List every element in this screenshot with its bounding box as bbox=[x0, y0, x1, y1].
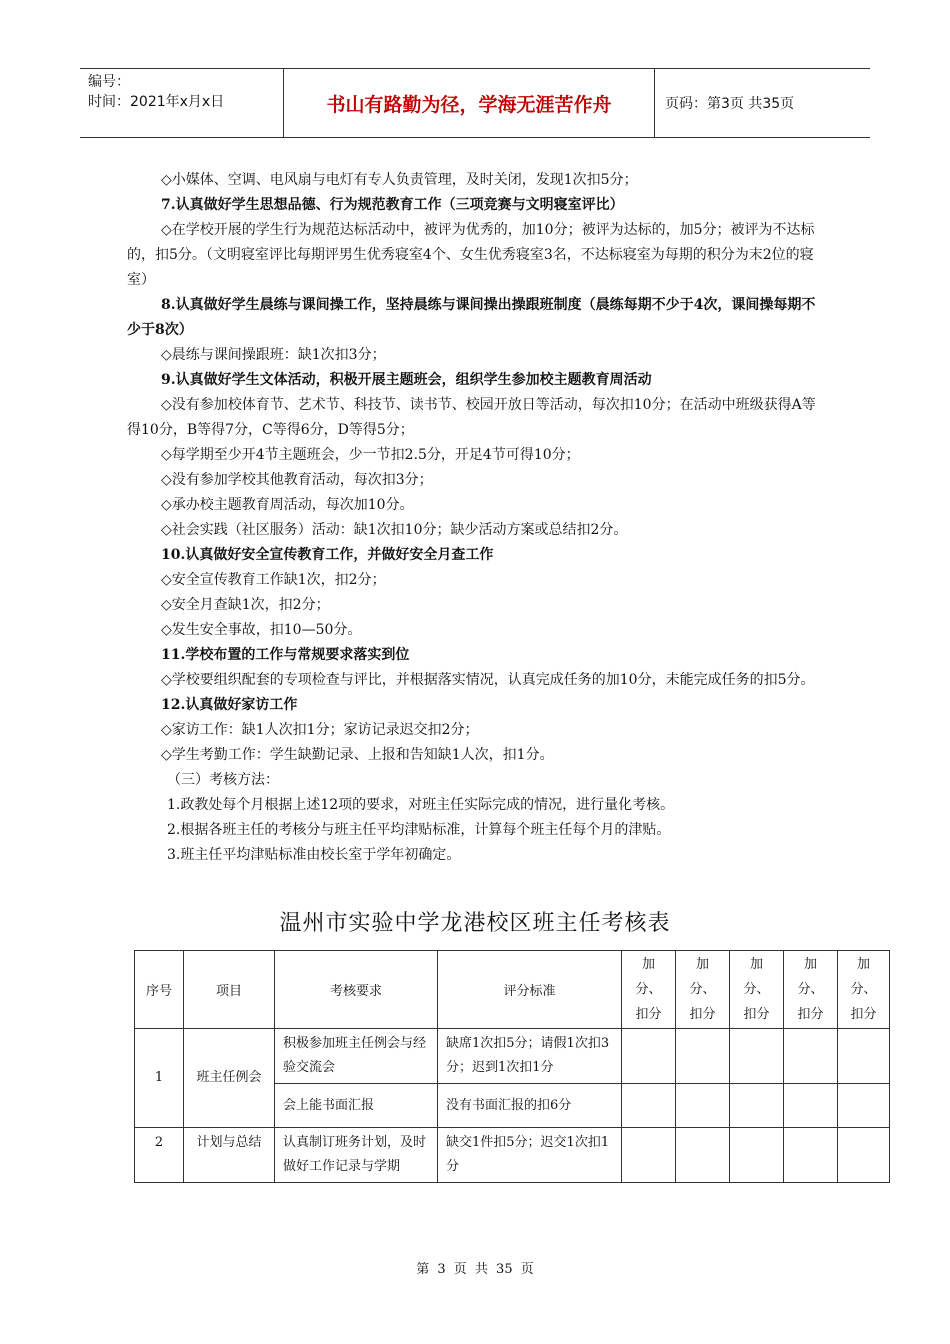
row-number: 2 bbox=[135, 1128, 184, 1183]
row-item: 班主任例会 bbox=[184, 1029, 275, 1128]
paragraph: （三）考核方法： bbox=[167, 772, 279, 788]
score-cell bbox=[676, 1084, 730, 1128]
page-footer: 第 3 页 共 35 页 bbox=[416, 1262, 534, 1277]
score-cell bbox=[676, 1128, 730, 1183]
col-header-score bbox=[622, 951, 676, 1029]
body-text bbox=[127, 168, 827, 868]
paragraph: ◇发生安全事故，扣10—50分。 bbox=[161, 622, 362, 638]
assessment-table bbox=[134, 950, 890, 1183]
paragraph: ◇安全月查缺1次，扣2分； bbox=[161, 597, 330, 613]
row-number: 1 bbox=[135, 1029, 184, 1128]
header-meta bbox=[80, 69, 283, 137]
table-row bbox=[135, 1128, 890, 1183]
score-label: 加分、扣分 bbox=[689, 957, 716, 1022]
col-header-score bbox=[730, 951, 784, 1029]
score-cell bbox=[838, 1084, 890, 1128]
section-heading: 10.认真做好安全宣传教育工作，并做好安全月查工作 bbox=[161, 547, 494, 563]
page-header bbox=[80, 68, 870, 138]
col-header-score bbox=[838, 951, 890, 1029]
header-page-info: 页码：第3页 共35页 bbox=[665, 96, 795, 112]
paragraph: ◇承办校主题教育周活动，每次加10分。 bbox=[161, 497, 414, 513]
col-header-no: 序号 bbox=[135, 951, 184, 1029]
score-cell bbox=[622, 1084, 676, 1128]
score-cell bbox=[676, 1029, 730, 1084]
score-cell bbox=[730, 1128, 784, 1183]
score-label: 加分、扣分 bbox=[635, 957, 662, 1022]
section-heading: 11.学校布置的工作与常规要求落实到位 bbox=[161, 647, 410, 663]
paragraph: ◇每学期至少开4节主题班会，少一节扣2.5分，开足4节可得10分； bbox=[161, 447, 580, 463]
col-header-requirement: 考核要求 bbox=[275, 951, 438, 1029]
col-header-item: 项目 bbox=[184, 951, 275, 1029]
paragraph: ◇社会实践（社区服务）活动：缺1次扣10分；缺少活动方案或总结扣2分。 bbox=[161, 522, 628, 538]
col-header-score bbox=[676, 951, 730, 1029]
score-cell bbox=[838, 1128, 890, 1183]
row-requirement: 积极参加班主任例会与经验交流会 bbox=[275, 1029, 438, 1084]
score-cell bbox=[730, 1084, 784, 1128]
score-label: 加分、扣分 bbox=[797, 957, 824, 1022]
table-row bbox=[135, 1029, 890, 1084]
score-cell bbox=[622, 1128, 676, 1183]
section-heading: 12.认真做好家访工作 bbox=[161, 697, 298, 713]
paragraph: ◇晨练与课间操跟班：缺1次扣3分； bbox=[161, 347, 386, 363]
score-label: 加分、扣分 bbox=[850, 957, 877, 1022]
table-title: 温州市实验中学龙港校区班主任考核表 bbox=[279, 911, 671, 936]
document-number-label: 编号： bbox=[88, 74, 130, 90]
score-cell bbox=[784, 1084, 838, 1128]
paragraph: ◇没有参加学校其他教育活动，每次扣3分； bbox=[161, 472, 433, 488]
paragraph: ◇在学校开展的学生行为规范达标活动中，被评为优秀的，加10分；被评为达标的，加5分；被评为不达标的，扣5分。（文明寝室评比每期评男生优秀寝室4个、女生优秀寝室3名，不达标寝室为每期的积分为末2位的寝室） bbox=[127, 222, 815, 288]
paragraph: ◇小媒体、空调、电风扇与电灯有专人负责管理，及时关闭，发现1次扣5分； bbox=[161, 172, 638, 188]
paragraph: ◇安全宣传教育工作缺1次，扣2分； bbox=[161, 572, 386, 588]
score-cell bbox=[730, 1029, 784, 1084]
row-requirement: 认真制订班务计划，及时做好工作记录与学期 bbox=[275, 1128, 438, 1183]
paragraph: ◇学生考勤工作：学生缺勤记录、上报和告知缺1人次，扣1分。 bbox=[161, 747, 554, 763]
row-standard: 没有书面汇报的扣6分 bbox=[438, 1084, 622, 1128]
score-cell bbox=[784, 1128, 838, 1183]
row-standard: 缺交1件扣5分；迟交1次扣1分 bbox=[438, 1128, 622, 1183]
paragraph: ◇家访工作：缺1人次扣1分；家访记录迟交扣2分； bbox=[161, 722, 479, 738]
header-motto: 书山有路勤为径，学海无涯苦作舟 bbox=[283, 69, 655, 137]
score-cell bbox=[838, 1029, 890, 1084]
score-cell bbox=[622, 1029, 676, 1084]
paragraph: 2.根据各班主任的考核分与班主任平均津贴标准，计算每个班主任每个月的津贴。 bbox=[167, 822, 671, 838]
paragraph: ◇学校要组织配套的专项检查与评比，并根据落实情况，认真完成任务的加10分，未能完成任务的扣5分。 bbox=[161, 672, 815, 688]
score-cell bbox=[784, 1029, 838, 1084]
col-header-standard: 评分标准 bbox=[438, 951, 622, 1029]
table-header-row bbox=[135, 951, 890, 1029]
score-label: 加分、扣分 bbox=[743, 957, 770, 1022]
col-header-score bbox=[784, 951, 838, 1029]
paragraph: 3.班主任平均津贴标准由校长室于学年初确定。 bbox=[167, 847, 461, 863]
row-standard: 缺席1次扣5分；请假1次扣3分；迟到1次扣1分 bbox=[438, 1029, 622, 1084]
row-requirement: 会上能书面汇报 bbox=[275, 1084, 438, 1128]
paragraph: 1.政教处每个月根据上述12项的要求，对班主任实际完成的情况，进行量化考核。 bbox=[167, 797, 675, 813]
row-item: 计划与总结 bbox=[184, 1128, 275, 1183]
section-heading: 7.认真做好学生思想品德、行为规范教育工作（三项竞赛与文明寝室评比） bbox=[161, 197, 624, 213]
section-heading: 8.认真做好学生晨练与课间操工作，坚持晨练与课间操出操跟班制度（晨练每期不少于4次，课间操每期不少于8次） bbox=[127, 297, 816, 338]
section-heading: 9.认真做好学生文体活动，积极开展主题班会，组织学生参加校主题教育周活动 bbox=[161, 372, 652, 388]
document-date: 时间：2021年x月x日 bbox=[88, 94, 225, 110]
paragraph: ◇没有参加校体育节、艺术节、科技节、读书节、校园开放日等活动，每次扣10分；在活动中班级获得A等得10分，B等得7分，C等得6分，D等得5分； bbox=[127, 397, 816, 438]
